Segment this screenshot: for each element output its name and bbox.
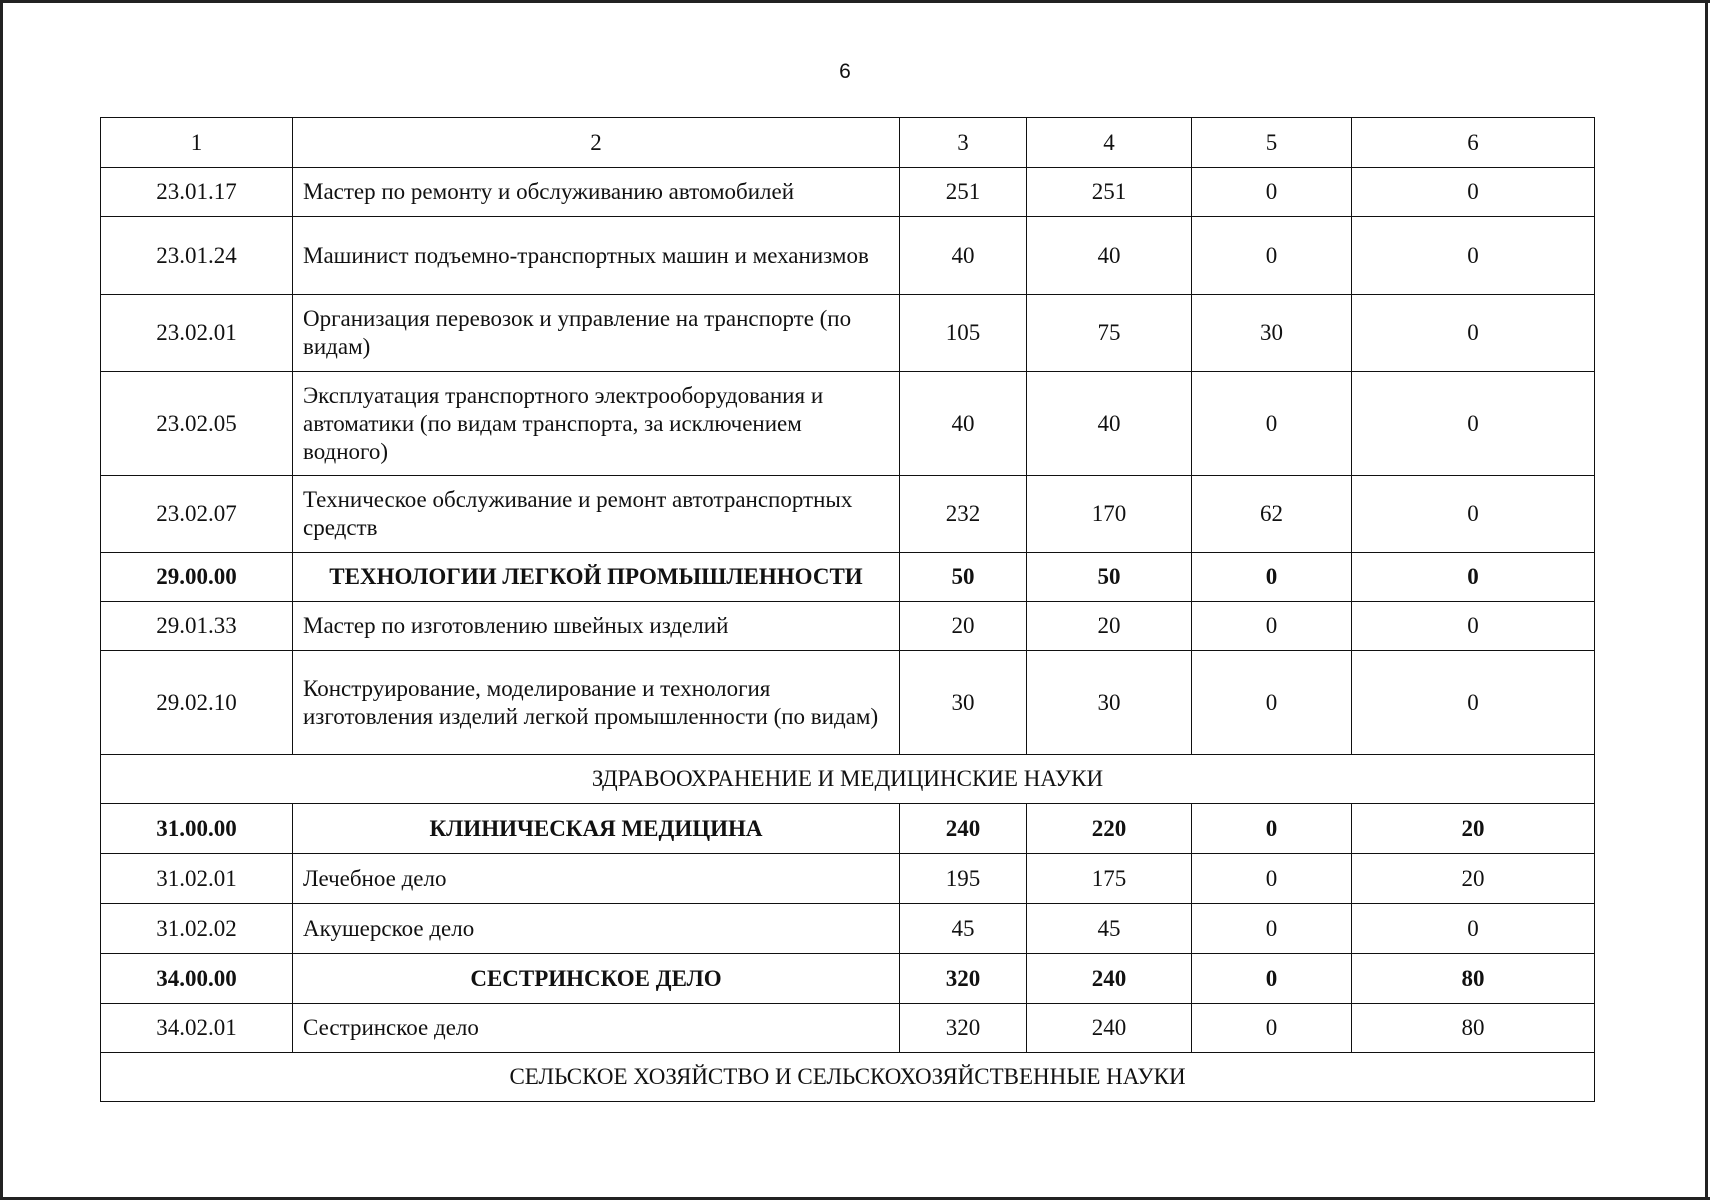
table-row (101, 854, 1595, 904)
header-cell: 2 (293, 118, 900, 168)
col6-cell: 0 (1352, 168, 1595, 217)
col3-cell: 45 (900, 904, 1027, 954)
name-cell: Сестринское дело (293, 1004, 900, 1053)
code-cell: 23.01.24 (101, 217, 293, 295)
section-row (101, 1053, 1595, 1102)
name-cell: Эксплуатация транспортного электрооборудования и автоматики (по видам транспорта, за исключением водного) (293, 372, 900, 476)
name-cell: Конструирование, моделирование и технология изготовления изделий легкой промышленности (по видам) (293, 651, 900, 755)
table-row (101, 217, 1595, 295)
table-body (101, 118, 1595, 1102)
name-cell: Мастер по ремонту и обслуживанию автомобилей (293, 168, 900, 217)
col6-cell: 0 (1352, 295, 1595, 372)
col5-cell: 0 (1192, 1004, 1352, 1053)
col5-cell: 0 (1192, 372, 1352, 476)
col3-cell: 320 (900, 1004, 1027, 1053)
col3-cell: 20 (900, 602, 1027, 651)
name-cell: КЛИНИЧЕСКАЯ МЕДИЦИНА (293, 804, 900, 854)
col6-cell: 0 (1352, 553, 1595, 602)
page-number: 6 (839, 60, 851, 83)
code-cell: 29.01.33 (101, 602, 293, 651)
col6-cell: 80 (1352, 954, 1595, 1004)
name-cell: Лечебное дело (293, 854, 900, 904)
header-cell: 3 (900, 118, 1027, 168)
col4-cell: 175 (1027, 854, 1192, 904)
name-cell: ТЕХНОЛОГИИ ЛЕГКОЙ ПРОМЫШЛЕННОСТИ (293, 553, 900, 602)
table-row (101, 602, 1595, 651)
code-cell: 31.02.02 (101, 904, 293, 954)
name-cell: Машинист подъемно-транспортных машин и механизмов (293, 217, 900, 295)
name-cell: Техническое обслуживание и ремонт автотранспортных средств (293, 476, 900, 553)
scan-border-right (1705, 0, 1708, 1200)
col4-cell: 251 (1027, 168, 1192, 217)
col5-cell: 0 (1192, 217, 1352, 295)
header-cell: 6 (1352, 118, 1595, 168)
col6-cell: 0 (1352, 476, 1595, 553)
col5-cell: 0 (1192, 168, 1352, 217)
table-row (101, 168, 1595, 217)
col6-cell: 0 (1352, 602, 1595, 651)
col4-cell: 30 (1027, 651, 1192, 755)
code-cell: 29.00.00 (101, 553, 293, 602)
col5-cell: 0 (1192, 651, 1352, 755)
col4-cell: 75 (1027, 295, 1192, 372)
col6-cell: 0 (1352, 217, 1595, 295)
section-title: ЗДРАВООХРАНЕНИЕ И МЕДИЦИНСКИЕ НАУКИ (101, 755, 1595, 804)
table-row (101, 904, 1595, 954)
col4-cell: 20 (1027, 602, 1192, 651)
col3-cell: 320 (900, 954, 1027, 1004)
section-title: СЕЛЬСКОЕ ХОЗЯЙСТВО И СЕЛЬСКОХОЗЯЙСТВЕННЫЕ НАУКИ (101, 1053, 1595, 1102)
table-row (101, 1004, 1595, 1053)
code-cell: 23.02.05 (101, 372, 293, 476)
code-cell: 23.02.07 (101, 476, 293, 553)
table-row (101, 295, 1595, 372)
col4-cell: 240 (1027, 1004, 1192, 1053)
col5-cell: 0 (1192, 854, 1352, 904)
col5-cell: 0 (1192, 553, 1352, 602)
header-cell: 4 (1027, 118, 1192, 168)
group-row (101, 804, 1595, 854)
col5-cell: 30 (1192, 295, 1352, 372)
code-cell: 29.02.10 (101, 651, 293, 755)
col3-cell: 40 (900, 217, 1027, 295)
name-cell: Организация перевозок и управление на транспорте (по видам) (293, 295, 900, 372)
header-cell: 5 (1192, 118, 1352, 168)
name-cell: Мастер по изготовлению швейных изделий (293, 602, 900, 651)
col5-cell: 0 (1192, 954, 1352, 1004)
col4-cell: 220 (1027, 804, 1192, 854)
header-row (101, 118, 1595, 168)
code-cell: 31.02.01 (101, 854, 293, 904)
col6-cell: 0 (1352, 904, 1595, 954)
section-row (101, 755, 1595, 804)
col6-cell: 0 (1352, 372, 1595, 476)
col5-cell: 0 (1192, 804, 1352, 854)
table-row (101, 372, 1595, 476)
col3-cell: 240 (900, 804, 1027, 854)
col5-cell: 0 (1192, 602, 1352, 651)
scan-border-top (0, 0, 1710, 3)
col6-cell: 80 (1352, 1004, 1595, 1053)
col3-cell: 50 (900, 553, 1027, 602)
group-row (101, 954, 1595, 1004)
code-cell: 23.02.01 (101, 295, 293, 372)
name-cell: Акушерское дело (293, 904, 900, 954)
code-cell: 34.02.01 (101, 1004, 293, 1053)
col4-cell: 240 (1027, 954, 1192, 1004)
col3-cell: 30 (900, 651, 1027, 755)
col4-cell: 50 (1027, 553, 1192, 602)
code-cell: 31.00.00 (101, 804, 293, 854)
col4-cell: 170 (1027, 476, 1192, 553)
table-row (101, 476, 1595, 553)
col5-cell: 0 (1192, 904, 1352, 954)
data-table (100, 117, 1595, 1102)
code-cell: 23.01.17 (101, 168, 293, 217)
header-cell: 1 (101, 118, 293, 168)
col3-cell: 105 (900, 295, 1027, 372)
col6-cell: 0 (1352, 651, 1595, 755)
col4-cell: 40 (1027, 372, 1192, 476)
col5-cell: 62 (1192, 476, 1352, 553)
col4-cell: 40 (1027, 217, 1192, 295)
col3-cell: 195 (900, 854, 1027, 904)
col3-cell: 40 (900, 372, 1027, 476)
code-cell: 34.00.00 (101, 954, 293, 1004)
col6-cell: 20 (1352, 854, 1595, 904)
col3-cell: 232 (900, 476, 1027, 553)
col4-cell: 45 (1027, 904, 1192, 954)
col3-cell: 251 (900, 168, 1027, 217)
name-cell: СЕСТРИНСКОЕ ДЕЛО (293, 954, 900, 1004)
col6-cell: 20 (1352, 804, 1595, 854)
table-row (101, 651, 1595, 755)
group-row (101, 553, 1595, 602)
scan-border-left (0, 0, 3, 1200)
